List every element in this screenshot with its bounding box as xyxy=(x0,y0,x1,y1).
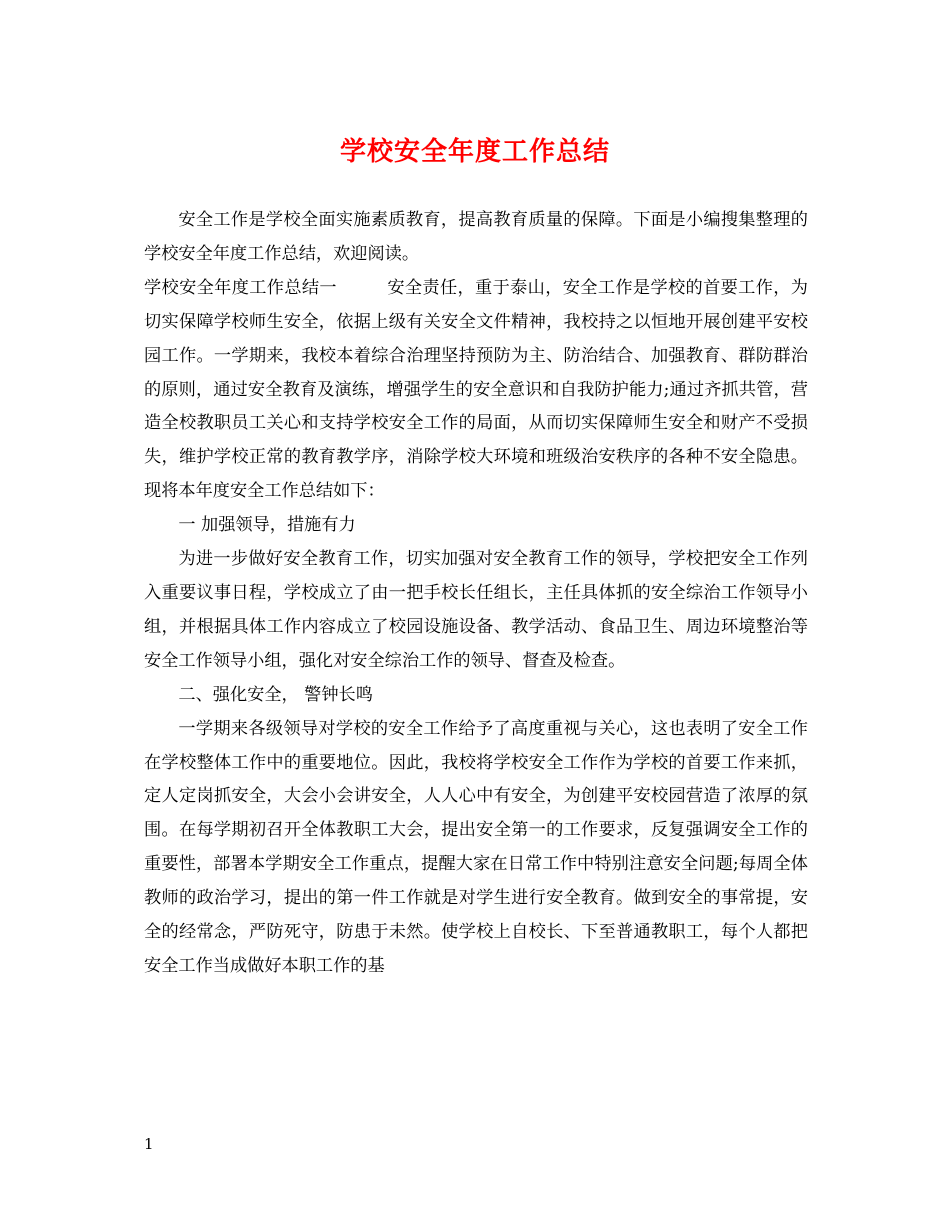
document-body xyxy=(144,204,808,984)
intro-paragraph: 安全工作是学校全面实施素质教育，提高教育质量的保障。下面是小编搜集整理的学校安全年度工作总结，欢迎阅读。 xyxy=(144,210,808,264)
document-title: 学校安全年度工作总结 xyxy=(339,137,610,167)
section-1-heading: 一 加强领导，措施有力 xyxy=(178,515,356,536)
section-1-paragraph: 为进一步做好安全教育工作，切实加强对安全教育工作的领导，学校把安全工作列入重要议事日程，学校成立了由一把手校长任组长，主任具体抓的安全综治工作领导小组，并根据具体工作内容成立了校园设施设备、教学活动、食品卫生、周边环境整治等安全工作领导小组，强化对安全综治工作的领导、督查及检查。 xyxy=(144,549,808,671)
part-paragraph xyxy=(144,272,808,509)
section-2-heading: 二、强化安全， 警钟长鸣 xyxy=(178,684,373,705)
part-opening-text: 安全责任，重于泰山，安全工作是学校的首要工作，为切实保障学校师生安全，依据上级有关安全文件精神，我校持之以恒地开展创建平安校园工作。一学期来，我校本着综合治理坚持预防为主、防治结合、加强教育、群防群治的原则，通过安全教育及演练，增强学生的安全意识和自我防护能力;通过齐抓共管，营造全校教职员工关心和支持学校安全工作的局面，从而切实保障师生安全和财产不受损失，维护学校正常的教育教学序，消除学校大环境和班级治安秩序的各种不安全隐患。现将本年度安全工作总结如下： xyxy=(144,277,808,502)
section-2-paragraph: 一学期来各级领导对学校的安全工作给予了高度重视与关心，这也表明了安全工作在学校整体工作中的重要地位。因此，我校将学校安全工作作为学校的首要工作来抓，定人定岗抓安全，大会小会讲安全，人人心中有安全，为创建平安校园营造了浓厚的氛围。在每学期初召开全体教职工大会，提出安全第一的工作要求，反复强调安全工作的重要性，部署本学期安全工作重点，提醒大家在日常工作中特别注意安全问题;每周全体教师的政治学习，提出的第一件工作就是对学生进行安全教育。做到安全的事常提，安全的经常念，严防死守，防患于未然。使学校上自校长、下至普通教职工，每个人都把安全工作当成做好本职工作的基 xyxy=(144,718,808,976)
page-number: 1 xyxy=(144,1135,154,1153)
part-label: 学校安全年度工作总结一 xyxy=(144,277,337,298)
